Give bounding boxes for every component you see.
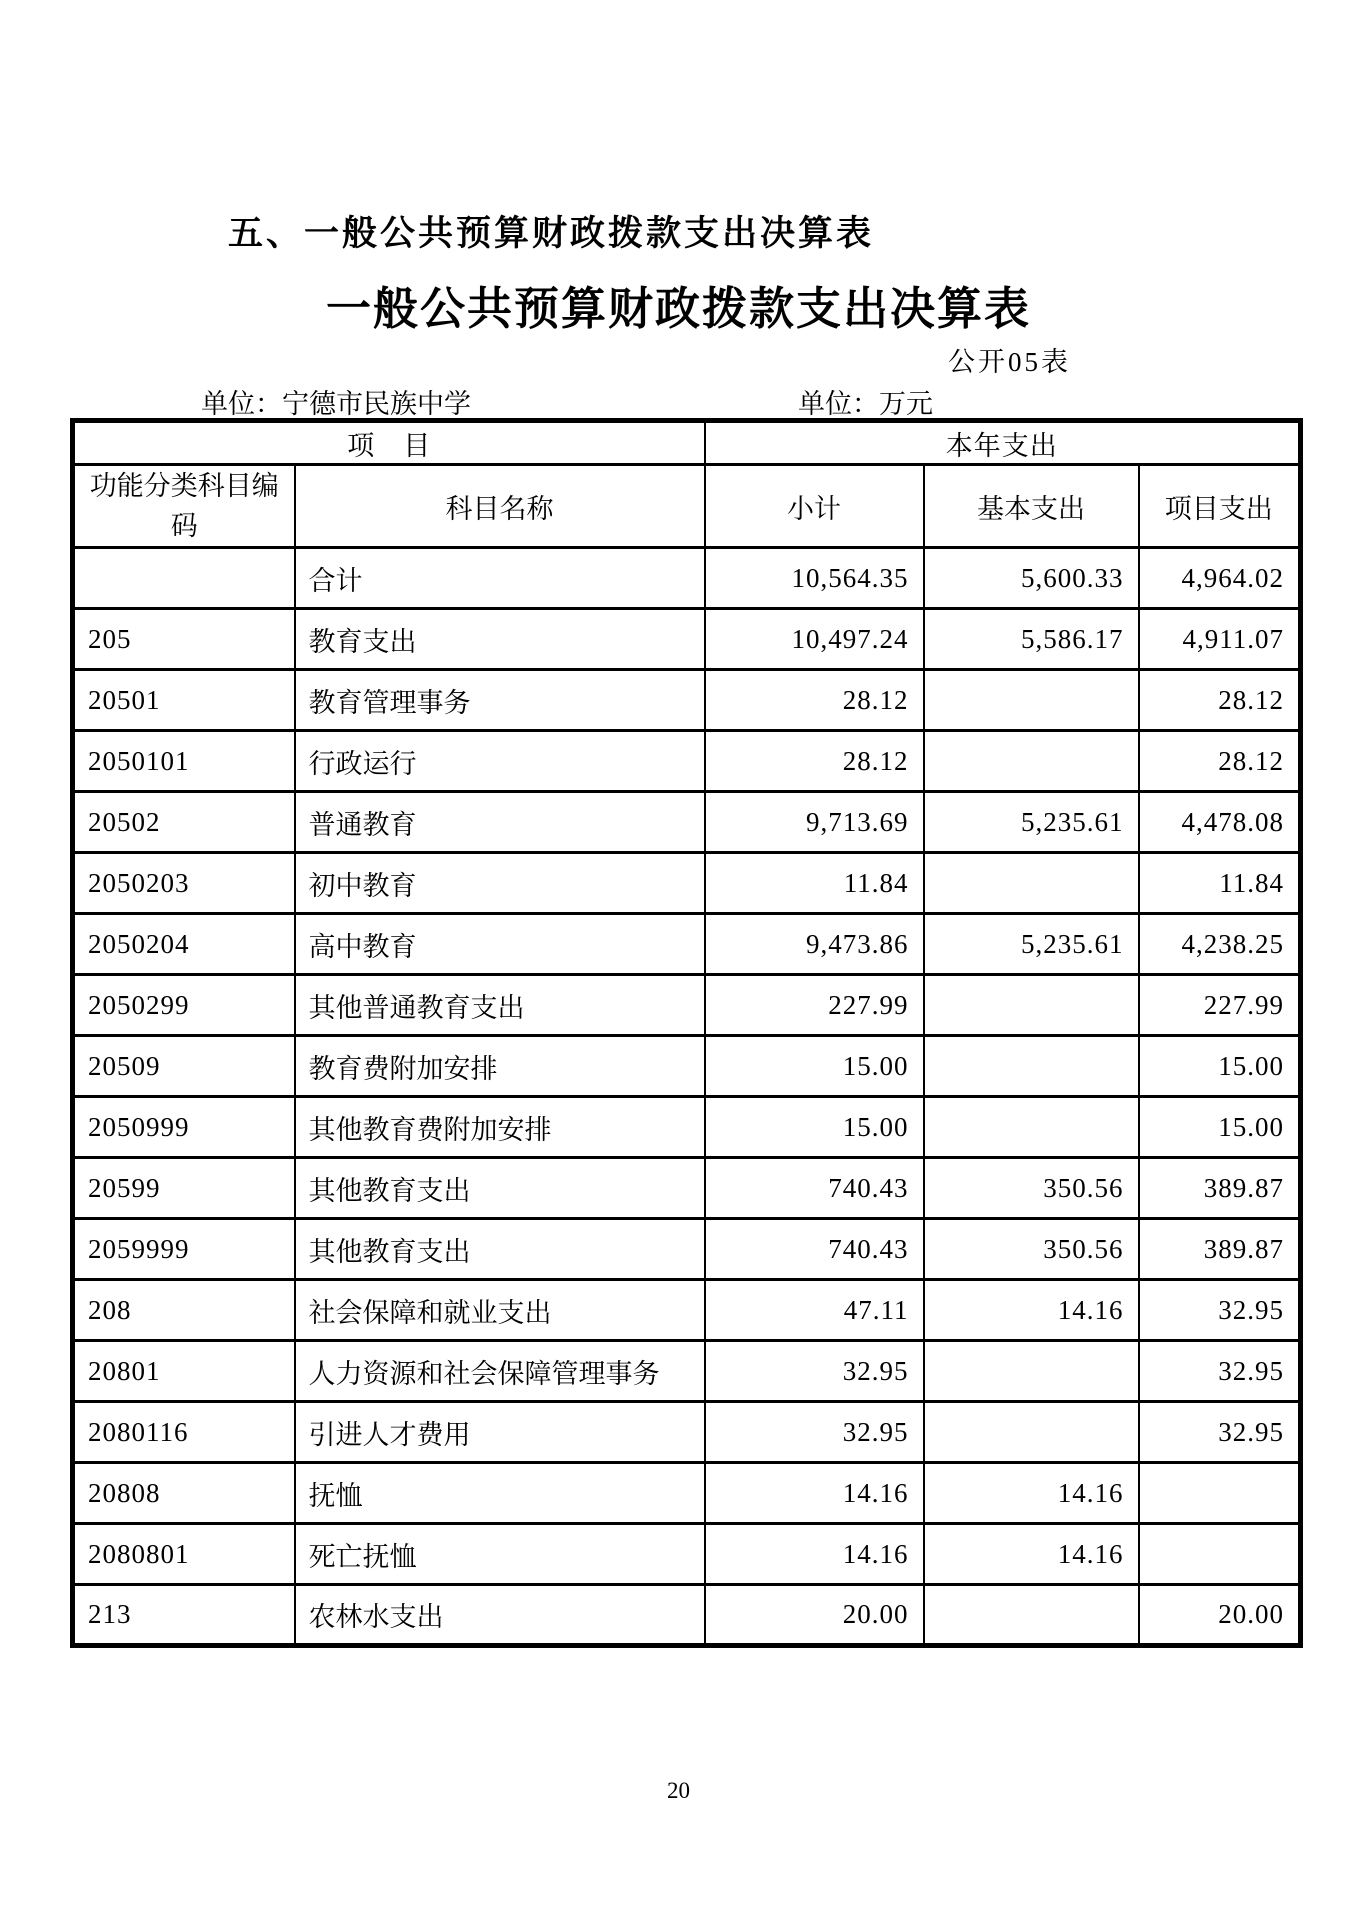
- cell-name: 社会保障和就业支出: [295, 1280, 705, 1341]
- cell-subtotal: 14.16: [705, 1524, 924, 1585]
- cell-name: 农林水支出: [295, 1585, 705, 1646]
- cell-project: 227.99: [1139, 975, 1301, 1036]
- table-row: [73, 914, 1301, 975]
- unit-currency-label: 单位：万元: [798, 389, 933, 419]
- cell-subtotal: 740.43: [705, 1158, 924, 1219]
- cell-project: 15.00: [1139, 1036, 1301, 1097]
- cell-basic: [924, 975, 1139, 1036]
- cell-code: 20599: [73, 1158, 295, 1219]
- cell-subtotal: 9,473.86: [705, 914, 924, 975]
- cell-name: 高中教育: [295, 914, 705, 975]
- cell-project: 28.12: [1139, 670, 1301, 731]
- table-row: [73, 548, 1301, 609]
- header-columns-row: [73, 465, 1301, 548]
- cell-name: 行政运行: [295, 731, 705, 792]
- header-function-code: 功能分类科目编码: [73, 465, 295, 548]
- cell-code: 213: [73, 1585, 295, 1646]
- cell-name: 其他教育费附加安排: [295, 1097, 705, 1158]
- cell-code: 208: [73, 1280, 295, 1341]
- page-number: 20: [667, 1778, 690, 1803]
- cell-basic: [924, 731, 1139, 792]
- cell-name: 合计: [295, 548, 705, 609]
- cell-subtotal: 11.84: [705, 853, 924, 914]
- table-row: [73, 792, 1301, 853]
- table-row: [73, 1524, 1301, 1585]
- cell-subtotal: 32.95: [705, 1402, 924, 1463]
- cell-code: 2050101: [73, 731, 295, 792]
- table-row: [73, 1463, 1301, 1524]
- unit-name-label: 单位：宁德市民族中学: [201, 389, 471, 419]
- table-row: [73, 1280, 1301, 1341]
- cell-project: [1139, 1524, 1301, 1585]
- cell-basic: 5,600.33: [924, 548, 1139, 609]
- cell-subtotal: 32.95: [705, 1341, 924, 1402]
- table-row: [73, 1341, 1301, 1402]
- cell-basic: 14.16: [924, 1463, 1139, 1524]
- cell-project: [1139, 1463, 1301, 1524]
- table-row: [73, 853, 1301, 914]
- cell-project: 32.95: [1139, 1280, 1301, 1341]
- section-title: 五、一般公共预算财政拨款支出决算表: [228, 214, 875, 253]
- cell-code: 2050999: [73, 1097, 295, 1158]
- cell-project: 32.95: [1139, 1402, 1301, 1463]
- table-row: [73, 1036, 1301, 1097]
- cell-subtotal: 15.00: [705, 1036, 924, 1097]
- cell-basic: [924, 853, 1139, 914]
- header-subject-name: 科目名称: [295, 465, 705, 548]
- cell-name: 死亡抚恤: [295, 1524, 705, 1585]
- cell-code: 205: [73, 609, 295, 670]
- cell-project: 11.84: [1139, 853, 1301, 914]
- cell-subtotal: 227.99: [705, 975, 924, 1036]
- budget-table-header: [73, 421, 1301, 548]
- header-basic-expenditure: 基本支出: [924, 465, 1139, 548]
- cell-basic: 14.16: [924, 1524, 1139, 1585]
- cell-project: 28.12: [1139, 731, 1301, 792]
- header-group-row: [73, 421, 1301, 465]
- table-row: [73, 1585, 1301, 1646]
- cell-subtotal: 20.00: [705, 1585, 924, 1646]
- cell-project: 4,911.07: [1139, 609, 1301, 670]
- cell-basic: [924, 670, 1139, 731]
- cell-code: 20502: [73, 792, 295, 853]
- cell-code: 2050299: [73, 975, 295, 1036]
- cell-project: 4,478.08: [1139, 792, 1301, 853]
- budget-table-body: [73, 548, 1301, 1646]
- cell-basic: 350.56: [924, 1158, 1139, 1219]
- cell-code: 2059999: [73, 1219, 295, 1280]
- cell-code: 20509: [73, 1036, 295, 1097]
- table-row: [73, 1219, 1301, 1280]
- cell-subtotal: 28.12: [705, 731, 924, 792]
- header-current-year-group: 本年支出: [705, 421, 1301, 465]
- cell-basic: [924, 1585, 1139, 1646]
- table-row: [73, 609, 1301, 670]
- cell-code: 2080801: [73, 1524, 295, 1585]
- cell-project: 15.00: [1139, 1097, 1301, 1158]
- cell-basic: 5,586.17: [924, 609, 1139, 670]
- cell-project: 32.95: [1139, 1341, 1301, 1402]
- table-title: 一般公共预算财政拨款支出决算表: [325, 283, 1031, 334]
- table-row: [73, 1402, 1301, 1463]
- budget-table: [70, 418, 1303, 1648]
- cell-name: 教育管理事务: [295, 670, 705, 731]
- cell-name: 其他教育支出: [295, 1158, 705, 1219]
- cell-code: 2050204: [73, 914, 295, 975]
- cell-basic: [924, 1402, 1139, 1463]
- cell-name: 抚恤: [295, 1463, 705, 1524]
- table-row: [73, 731, 1301, 792]
- cell-name: 教育支出: [295, 609, 705, 670]
- cell-name: 其他普通教育支出: [295, 975, 705, 1036]
- cell-code: 20501: [73, 670, 295, 731]
- cell-project: 389.87: [1139, 1158, 1301, 1219]
- cell-project: 20.00: [1139, 1585, 1301, 1646]
- cell-project: 4,964.02: [1139, 548, 1301, 609]
- table-row: [73, 1158, 1301, 1219]
- cell-name: 初中教育: [295, 853, 705, 914]
- cell-basic: 5,235.61: [924, 792, 1139, 853]
- cell-project: 389.87: [1139, 1219, 1301, 1280]
- cell-code: 20808: [73, 1463, 295, 1524]
- cell-name: 其他教育支出: [295, 1219, 705, 1280]
- cell-subtotal: 14.16: [705, 1463, 924, 1524]
- cell-basic: [924, 1341, 1139, 1402]
- table-code-label: 公开05表: [948, 347, 1071, 377]
- cell-subtotal: 28.12: [705, 670, 924, 731]
- cell-name: 引进人才费用: [295, 1402, 705, 1463]
- cell-subtotal: 15.00: [705, 1097, 924, 1158]
- cell-basic: 5,235.61: [924, 914, 1139, 975]
- cell-subtotal: 47.11: [705, 1280, 924, 1341]
- cell-subtotal: 10,564.35: [705, 548, 924, 609]
- table-row: [73, 670, 1301, 731]
- header-project-expenditure: 项目支出: [1139, 465, 1301, 548]
- cell-code: 2050203: [73, 853, 295, 914]
- cell-subtotal: 740.43: [705, 1219, 924, 1280]
- cell-basic: 14.16: [924, 1280, 1139, 1341]
- cell-subtotal: 10,497.24: [705, 609, 924, 670]
- cell-basic: [924, 1036, 1139, 1097]
- header-subtotal: 小计: [705, 465, 924, 548]
- table-row: [73, 1097, 1301, 1158]
- cell-name: 人力资源和社会保障管理事务: [295, 1341, 705, 1402]
- cell-basic: [924, 1097, 1139, 1158]
- cell-code: 2080116: [73, 1402, 295, 1463]
- cell-basic: 350.56: [924, 1219, 1139, 1280]
- table-row: [73, 975, 1301, 1036]
- cell-code: 20801: [73, 1341, 295, 1402]
- cell-code: [73, 548, 295, 609]
- cell-name: 教育费附加安排: [295, 1036, 705, 1097]
- cell-subtotal: 9,713.69: [705, 792, 924, 853]
- cell-project: 4,238.25: [1139, 914, 1301, 975]
- cell-name: 普通教育: [295, 792, 705, 853]
- header-project-group: 项 目: [73, 421, 705, 465]
